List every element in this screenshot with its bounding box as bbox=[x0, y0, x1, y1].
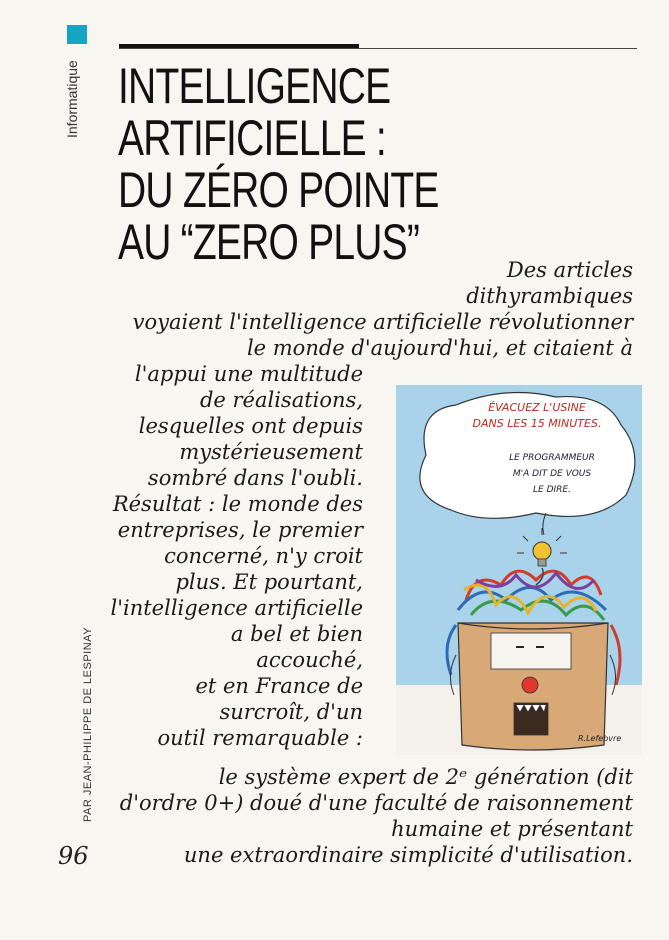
lead-line: voyaient l'intelligence artificielle révolutionner bbox=[132, 310, 633, 334]
top-rule-thin bbox=[119, 48, 637, 49]
lead-top bbox=[133, 257, 633, 361]
speech-bubble-warning bbox=[462, 400, 612, 432]
bubble-line: DANS LES 15 MINUTES. bbox=[472, 417, 602, 430]
page-number: 96 bbox=[58, 842, 89, 870]
lead-left-column bbox=[111, 361, 364, 751]
nose bbox=[522, 677, 538, 693]
headline-line: INTELLIGENCE bbox=[118, 58, 391, 114]
lead-line: concerné, n'y croit bbox=[164, 544, 363, 568]
artist-signature: R.Lefebvre bbox=[578, 734, 622, 743]
bubble-line: M'A DIT DE VOUS bbox=[512, 469, 592, 479]
lead-line: accouché, bbox=[256, 648, 363, 672]
lead-line: dithyrambiques bbox=[466, 284, 633, 308]
byline: PAR JEAN-PHILIPPE DE LESPINAY bbox=[82, 626, 94, 822]
lead-line: entreprises, le premier bbox=[117, 518, 363, 542]
lead-line: Des articles bbox=[506, 258, 633, 282]
section-label: Informatique bbox=[64, 60, 80, 138]
lead-line: lesquelles ont depuis bbox=[138, 414, 363, 438]
headline-line: DU ZÉRO POINTE bbox=[118, 162, 439, 218]
headline-line: AU “ZERO PLUS” bbox=[118, 214, 420, 270]
headline bbox=[118, 58, 439, 270]
lead-line: a bel et bien bbox=[230, 622, 363, 646]
speech-bubble-message bbox=[482, 450, 622, 498]
bubble-line: LE DIRE. bbox=[533, 485, 571, 495]
lead-line: une extraordinaire simplicité d'utilisation. bbox=[183, 843, 633, 867]
bubble-line: ÉVACUEZ L'USINE bbox=[488, 401, 586, 414]
section-color-marker bbox=[67, 25, 87, 44]
lead-line: d'ordre 0+) doué d'une faculté de raisonnement bbox=[119, 791, 633, 815]
lead-line: l'appui une multitude bbox=[134, 362, 363, 386]
lead-line: humaine et présentant bbox=[391, 817, 633, 841]
lead-line: outil remarquable : bbox=[157, 726, 363, 750]
headline-line: ARTIFICIELLE : bbox=[118, 110, 386, 166]
lead-line: et en France de bbox=[195, 674, 363, 698]
robot-can bbox=[450, 623, 615, 750]
lead-line: le système expert de 2ᵉ génération (dit bbox=[218, 765, 633, 789]
lead-line: surcroît, d'un bbox=[219, 700, 363, 724]
lead-line: mystérieusement bbox=[179, 440, 363, 464]
lead-line: de réalisations, bbox=[199, 388, 363, 412]
lead-line: plus. Et pourtant, bbox=[175, 570, 363, 594]
cartoon-illustration bbox=[396, 385, 642, 755]
lead-line: le monde d'aujourd'hui, et citaient à bbox=[246, 336, 633, 360]
lead-line: Résultat : le monde des bbox=[112, 492, 363, 516]
lead-bottom bbox=[120, 764, 633, 868]
bubble-line: LE PROGRAMMEUR bbox=[509, 453, 595, 463]
lead-line: l'intelligence artificielle bbox=[110, 596, 363, 620]
lead-line: sombré dans l'oubli. bbox=[147, 466, 363, 490]
